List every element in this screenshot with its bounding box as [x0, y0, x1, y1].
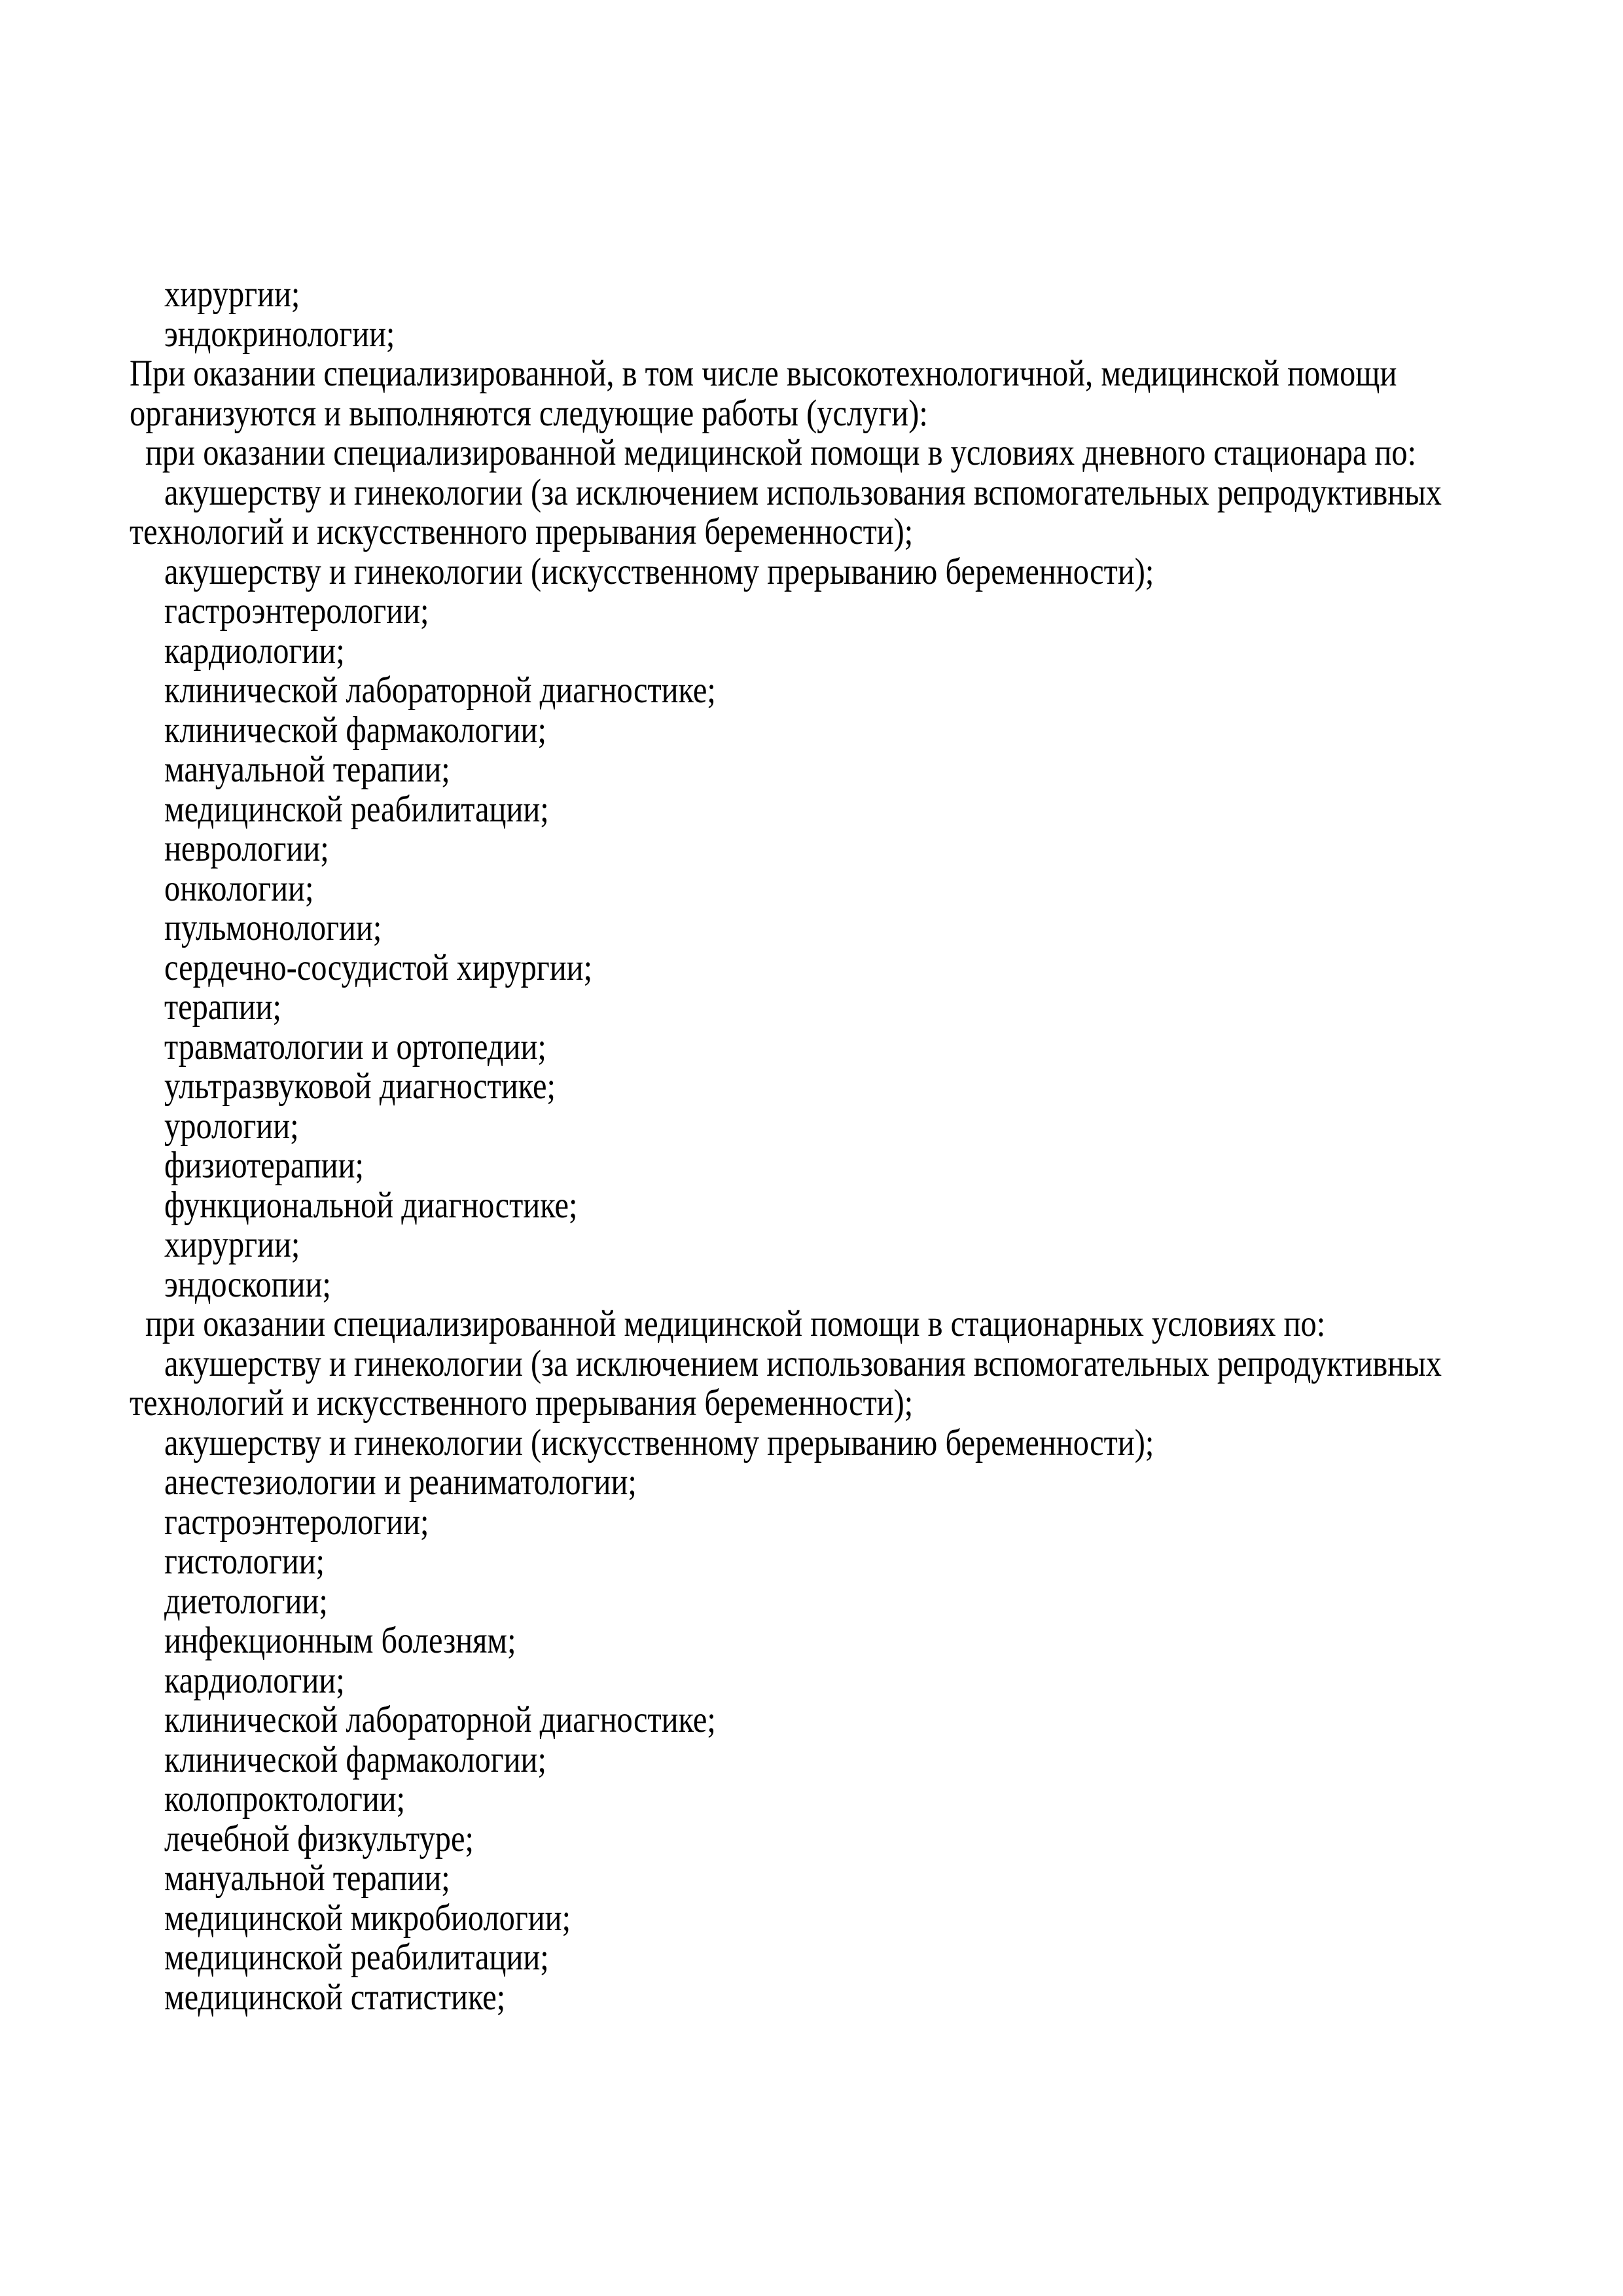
document-line-text: акушерству и гинекологии (за исключением использования вспомогательных репродуктивных — [164, 1342, 1442, 1384]
document-line-text: ультразвуковой диагностике; — [164, 1066, 556, 1107]
document-line — [130, 1899, 1531, 1939]
document-line — [130, 1820, 1531, 1859]
document-line-text: технологий и искусственного прерывания беременности); — [130, 511, 914, 552]
document-line — [130, 908, 1531, 948]
document-line-text: акушерству и гинекологии (искусственному прерыванию беременности); — [164, 550, 1154, 592]
document-line-text: медицинской микробиологии; — [164, 1897, 571, 1939]
document-line — [130, 1780, 1531, 1820]
document-line-text: терапии; — [164, 986, 282, 1028]
document-line-text: хирургии; — [164, 274, 300, 315]
document-line — [130, 1146, 1531, 1186]
document-line — [130, 473, 1531, 513]
document-line-text: мануальной терапии; — [164, 749, 450, 790]
document-line — [130, 1700, 1531, 1740]
document-line — [130, 671, 1531, 711]
document-line-text: урологии; — [164, 1105, 299, 1147]
document-line — [130, 1582, 1531, 1622]
document-line-text: При оказании специализированной, в том числе высокотехнологичной, медицинской помощи — [130, 353, 1397, 394]
document-line — [130, 512, 1531, 552]
document-line — [130, 1107, 1531, 1147]
document-line — [130, 1384, 1531, 1424]
document-line-text: кардиологии; — [164, 1659, 345, 1701]
document-line-text: клинической лабораторной диагностике; — [164, 670, 716, 711]
document-line — [130, 1542, 1531, 1582]
document-line-text: диетологии; — [164, 1580, 328, 1622]
document-line-text: инфекционным болезням; — [164, 1620, 516, 1661]
document-line-text: пульмонологии; — [164, 907, 382, 948]
document-line — [130, 1621, 1531, 1661]
document-line — [130, 354, 1531, 394]
document-line — [130, 711, 1531, 751]
document-line — [130, 394, 1531, 434]
document-line-text: хирургии; — [164, 1224, 300, 1265]
document-line-text: лечебной физкультуре; — [164, 1818, 474, 1859]
document-line — [130, 869, 1531, 909]
document-line — [130, 632, 1531, 672]
document-line — [130, 1463, 1531, 1503]
document-line-text: гистологии; — [164, 1541, 325, 1582]
document-line-text: медицинской статистике; — [164, 1976, 506, 2018]
document-line-text: функциональной диагностике; — [164, 1184, 578, 1226]
document-line-text: клинической фармакологии; — [164, 1738, 546, 1780]
document-line-text: технологий и искусственного прерывания беременности); — [130, 1382, 914, 1424]
document-line — [130, 1265, 1531, 1305]
document-line-text: сердечно-сосудистой хирургии; — [164, 946, 593, 988]
document-line — [130, 1938, 1531, 1978]
document-line — [130, 433, 1531, 473]
document-line-text: анестезиологии и реаниматологии; — [164, 1462, 637, 1503]
document-line-text: организуются и выполняются следующие работы (услуги): — [130, 392, 928, 434]
document-line-text: колопроктологии; — [164, 1778, 406, 1820]
document-line — [130, 790, 1531, 830]
document-body — [130, 275, 1531, 2017]
document-line — [130, 948, 1531, 988]
document-line — [130, 1225, 1531, 1265]
document-line — [130, 1067, 1531, 1107]
document-line-text: акушерству и гинекологии (искусственному прерыванию беременности); — [164, 1422, 1154, 1463]
document-line-text: онкологии; — [164, 867, 314, 909]
document-line — [130, 275, 1531, 315]
document-line — [130, 1028, 1531, 1067]
document-line — [130, 1661, 1531, 1701]
document-line-text: акушерству и гинекологии (за исключением использования вспомогательных репродуктивных — [164, 471, 1442, 513]
document-line-text: травматологии и ортопедии; — [164, 1026, 546, 1067]
document-line — [130, 1859, 1531, 1899]
document-line-text: эндоскопии; — [164, 1263, 331, 1305]
document-line — [130, 1344, 1531, 1384]
document-line-text: эндокринологии; — [164, 313, 395, 355]
document-line — [130, 1978, 1531, 2018]
document-line — [130, 829, 1531, 869]
document-line — [130, 988, 1531, 1028]
document-line — [130, 592, 1531, 632]
document-line-text: клинической лабораторной диагностике; — [164, 1699, 716, 1740]
document-line-text: клинической фармакологии; — [164, 709, 546, 751]
document-line-text: при оказании специализированной медицинской помощи в условиях дневного стационара по: — [145, 432, 1417, 473]
document-line — [130, 1186, 1531, 1226]
document-line — [130, 750, 1531, 790]
document-line-text: мануальной терапии; — [164, 1857, 450, 1899]
document-line — [130, 552, 1531, 592]
document-line-text: физиотерапии; — [164, 1145, 364, 1186]
document-line — [130, 1503, 1531, 1543]
document-line-text: медицинской реабилитации; — [164, 788, 549, 830]
document-line-text: неврологии; — [164, 828, 329, 869]
document-line-text: медицинской реабилитации; — [164, 1937, 549, 1978]
document-line — [130, 315, 1531, 355]
document-line — [130, 1740, 1531, 1780]
document-line — [130, 1304, 1531, 1344]
document-line-text: гастроэнтерологии; — [164, 590, 429, 632]
document-line-text: при оказании специализированной медицинской помощи в стационарных условиях по: — [145, 1303, 1326, 1344]
document-line-text: гастроэнтерологии; — [164, 1501, 429, 1543]
document-line — [130, 1424, 1531, 1463]
document-line-text: кардиологии; — [164, 630, 345, 672]
